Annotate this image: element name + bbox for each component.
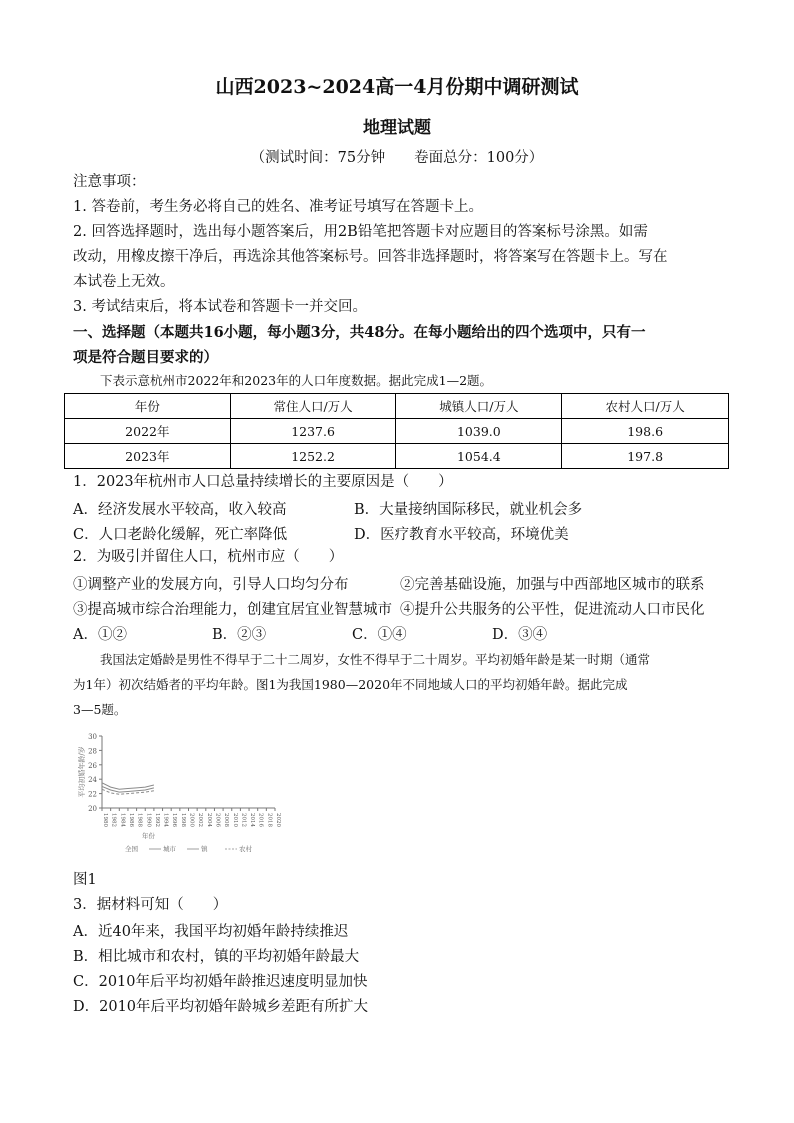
x-tick-label: 1992 xyxy=(153,813,160,827)
note-line-4: 本试卷上无效。 xyxy=(73,274,175,290)
x-tick-label: 2002 xyxy=(197,813,204,827)
x-tick-label: 1986 xyxy=(127,813,134,827)
x-tick-label: 2020 xyxy=(275,813,281,827)
marriage-age-chart xyxy=(70,728,290,858)
x-tick-label: 2016 xyxy=(257,813,264,827)
x-tick-label: 1980 xyxy=(102,813,108,827)
x-axis-label: 年份 xyxy=(142,832,155,840)
legend-label: 镇 xyxy=(201,845,208,853)
x-tick-label: 2006 xyxy=(214,813,221,827)
q2-option-c: C．①④ xyxy=(352,627,407,643)
x-tick-label: 1988 xyxy=(136,813,143,827)
x-tick-label: 2008 xyxy=(223,813,230,827)
table-cell: 2023年 xyxy=(65,444,231,469)
legend-label: 农村 xyxy=(239,845,252,853)
x-tick-label: 1990 xyxy=(145,813,152,827)
y-tick-label: 26 xyxy=(88,761,97,770)
q2-statement-1: ①调整产业的发展方向，引导人口均匀分布 xyxy=(73,577,349,593)
q2-statement-4: ④提升公共服务的公平性，促进流动人口市民化 xyxy=(400,602,705,618)
q1-option-a: A．经济发展水平较高，收入较高 xyxy=(73,502,287,518)
table-header-cell: 常住人口/万人 xyxy=(230,394,396,419)
table-row xyxy=(65,444,729,469)
table-header-cell: 农村人口/万人 xyxy=(562,394,729,419)
x-tick-label: 1996 xyxy=(171,813,178,827)
q3-option-b: B．相比城市和农村，镇的平均初婚年龄最大 xyxy=(73,949,360,965)
table-row xyxy=(65,419,729,444)
table-header-cell: 城镇人口/万人 xyxy=(396,394,562,419)
passage-line-3: 3—5题。 xyxy=(73,702,127,717)
q3-option-a: A．近40年来，我国平均初婚年龄持续推迟 xyxy=(73,924,349,940)
note-line-5: 3. 考试结束后，将本试卷和答题卡一并交回。 xyxy=(73,299,367,315)
x-tick-label: 1984 xyxy=(119,813,126,827)
note-line-1: 1. 答卷前，考生务必将自己的姓名、准考证号填写在答题卡上。 xyxy=(73,199,483,215)
table-header-row xyxy=(65,394,729,419)
population-table xyxy=(64,393,729,469)
note-line-2: 2. 回答选择题时，选出每小题答案后，用2B铅笔把答题卡对应题目的答案标号涂黑。如需 xyxy=(73,224,648,240)
exam-info: （测试时间：75分钟 卷面总分：100分） xyxy=(250,150,544,166)
exam-title: 山西2023~2024高一4月份期中调研测试 xyxy=(215,76,579,98)
y-tick-label: 30 xyxy=(88,733,97,741)
y-tick-label: 28 xyxy=(88,747,97,756)
subject-title: 地理试题 xyxy=(363,118,431,138)
q2-option-d: D．③④ xyxy=(492,627,548,643)
series-line-1 xyxy=(102,783,154,789)
q3-stem: 3．据材料可知（ ） xyxy=(73,897,228,913)
q3-option-d: D．2010年后平均初婚年龄城乡差距有所扩大 xyxy=(73,999,369,1015)
table-intro: 下表示意杭州市2022年和2023年的人口年度数据。据此完成1—2题。 xyxy=(100,373,493,388)
q1-option-b: B．大量接纳国际移民，就业机会多 xyxy=(354,502,583,518)
table-cell: 1039.0 xyxy=(396,419,562,444)
x-tick-label: 1998 xyxy=(179,813,186,827)
legend-label: 城市 xyxy=(163,845,176,853)
figure-caption: 图1 xyxy=(73,872,97,888)
q2-option-b: B．②③ xyxy=(212,627,267,643)
note-line-3: 改动，用橡皮擦干净后，再选涂其他答案标号。回答非选择题时，将答案写在答题卡上。写在 xyxy=(73,249,668,265)
x-tick-label: 2018 xyxy=(266,813,273,827)
x-tick-label: 2010 xyxy=(231,813,238,827)
x-tick-label: 2012 xyxy=(240,813,247,827)
x-tick-label: 2000 xyxy=(188,813,195,827)
table-cell: 1054.4 xyxy=(396,444,562,469)
y-tick-label: 24 xyxy=(88,776,97,785)
legend-label: 全国 xyxy=(125,845,138,853)
passage-line-1: 我国法定婚龄是男性不得早于二十二周岁，女性不得早于二十周岁。平均初婚年龄是某一时期（通常 xyxy=(100,652,651,667)
q3-option-c: C．2010年后平均初婚年龄推迟速度明显加快 xyxy=(73,974,368,990)
x-tick-label: 2004 xyxy=(205,813,212,827)
table-cell: 197.8 xyxy=(562,444,729,469)
q2-option-a: A．①② xyxy=(73,627,127,643)
q1-option-d: D．医疗教育水平较高，环境优美 xyxy=(354,527,569,543)
q2-stem: 2．为吸引并留住人口，杭州市应（ ） xyxy=(73,549,344,565)
y-tick-label: 20 xyxy=(88,805,97,813)
table-cell: 198.6 xyxy=(562,419,729,444)
table-cell: 1237.6 xyxy=(230,419,396,444)
section-heading-line1: 一、选择题（本题共16小题，每小题3分，共48分。在每小题给出的四个选项中，只有一 xyxy=(73,324,646,341)
table-cell: 2022年 xyxy=(65,419,231,444)
x-tick-label: 2014 xyxy=(249,813,256,827)
x-tick-label: 1982 xyxy=(110,813,117,827)
table-header-cell: 年份 xyxy=(65,394,231,419)
passage-line-2: 为1年）初次结婚者的平均年龄。图1为我国1980—2020年不同地域人口的平均初婚年龄。据此完成 xyxy=(73,677,628,692)
section-heading-line2: 项是符合题目要求的） xyxy=(73,349,218,366)
x-tick-label: 1994 xyxy=(162,813,169,827)
q1-option-c: C．人口老龄化缓解，死亡率降低 xyxy=(73,527,288,543)
q2-statement-2: ②完善基础设施，加强与中西部地区城市的联系 xyxy=(400,577,705,593)
q2-statement-3: ③提高城市综合治理能力，创建宜居宜业智慧城市 xyxy=(73,602,392,618)
y-tick-label: 22 xyxy=(88,790,97,799)
table-cell: 1252.2 xyxy=(230,444,396,469)
q1-stem: 1．2023年杭州市人口总量持续增长的主要原因是（ ） xyxy=(73,474,453,490)
notes-heading: 注意事项： xyxy=(73,174,146,190)
y-axis-label: 平均初婚年龄/岁 xyxy=(78,746,86,798)
